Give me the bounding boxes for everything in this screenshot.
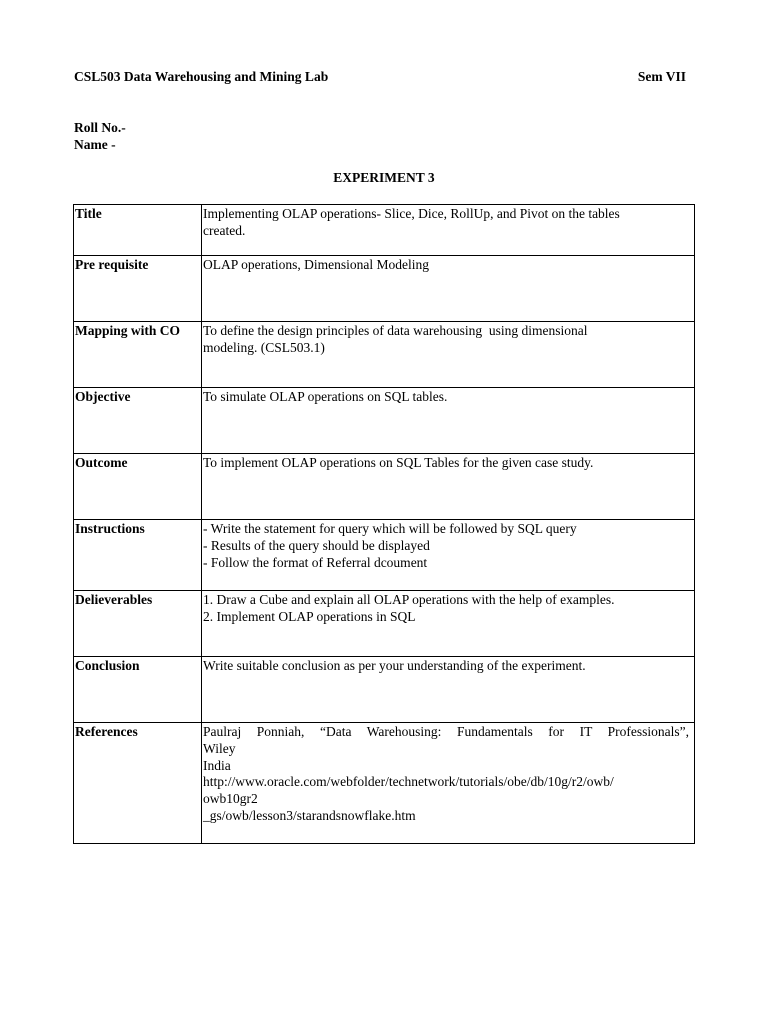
reference-link: _gs/owb/lesson3/starandsnowflake.htm [203,807,416,823]
value-line: Implementing OLAP operations- Slice, Dice, RollUp, and Pivot on the tables [203,206,620,221]
row-label: Delieverables [74,591,202,657]
row-label: Pre requisite [74,256,202,322]
row-value [202,657,695,723]
semester-label: Sem VII [637,69,686,84]
row-deliverables [74,591,695,657]
row-label: Objective [74,388,202,454]
row-references [74,723,695,844]
course-title: CSL503 Data Warehousing and Mining Lab [74,69,329,84]
row-label: Conclusion [74,657,202,723]
experiment-details-table [73,204,695,844]
row-label: Mapping with CO [74,322,202,388]
value-line: Write suitable conclusion as per your understanding of the experiment. [203,658,586,673]
value-line: created. [203,222,246,238]
value-line: Wiley [203,740,236,756]
row-title [74,205,695,256]
value-line: - Write the statement for query which will be followed by SQL query [203,521,577,536]
student-info [74,119,126,153]
row-value [202,591,695,657]
row-value [202,520,695,591]
row-value [202,388,695,454]
row-value [202,723,695,844]
value-line: India [203,757,231,773]
row-mapping-with-co [74,322,695,388]
row-label: Instructions [74,520,202,591]
row-value [202,256,695,322]
row-value [202,205,695,256]
roll-no-label: Roll No.- [74,120,126,135]
value-line: 2. Implement OLAP operations in SQL [203,608,416,624]
row-instructions [74,520,695,591]
value-line: To define the design principles of data warehousing using dimensional [203,323,588,338]
value-line: 1. Draw a Cube and explain all OLAP operations with the help of examples. [203,592,615,607]
reference-link: owb10gr2 [203,791,258,807]
value-line: OLAP operations, Dimensional Modeling [203,257,429,272]
value-line: - Follow the format of Referral dcoument [203,554,428,570]
reference-link: http://www.oracle.com/webfolder/technetwork/tutorials/obe/db/10g/r2/owb/ [203,774,614,790]
row-label: Outcome [74,454,202,520]
experiment-title: EXPERIMENT 3 [333,170,435,185]
row-value [202,454,695,520]
row-label: Title [74,205,202,256]
row-conclusion [74,657,695,723]
value-line: To simulate OLAP operations on SQL tables. [203,389,448,404]
value-line: - Results of the query should be displayed [203,537,430,553]
value-line: modeling. (CSL503.1) [203,339,325,355]
row-outcome [74,454,695,520]
row-value [202,322,695,388]
value-line: Paulraj Ponniah, “Data Warehousing: Fundamentals for IT Professionals”, [203,724,689,739]
name-label: Name - [74,137,116,152]
row-objective [74,388,695,454]
row-prerequisite [74,256,695,322]
row-label: References [74,723,202,844]
page-header [74,69,686,85]
value-line: To implement OLAP operations on SQL Tables for the given case study. [203,455,594,470]
